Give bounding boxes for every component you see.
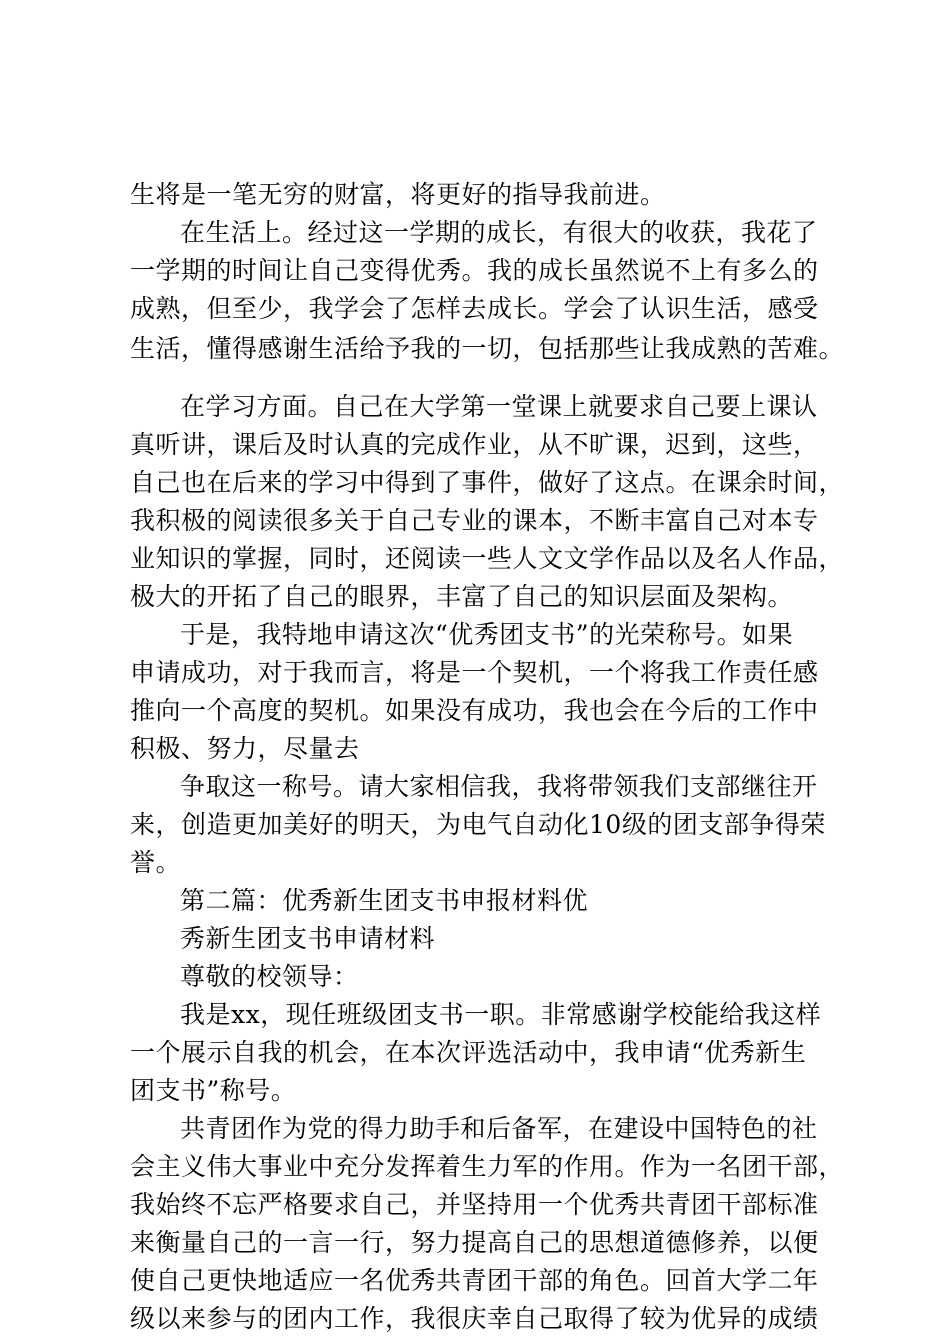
text-line: 自己也在后来的学习中得到了事件，做好了这点。在课余时间，	[130, 468, 845, 497]
text-line: 在学习方面。自己在大学第一堂课上就要求自己要上课认	[180, 392, 818, 421]
text-line: 业知识的掌握，同时，还阅读一些人文文学作品以及名人作品，	[130, 544, 845, 573]
text-line: 一学期的时间让自己变得优秀。我的成长虽然说不上有多么的	[130, 256, 819, 285]
text-line: 誉。	[130, 848, 182, 877]
text-line: 会主义伟大事业中充分发挥着生力军的作用。作为一名团干部，	[130, 1152, 845, 1181]
section-heading: 第二篇：优秀新生团支书申报材料优	[180, 886, 589, 915]
text-line: 来衡量自己的一言一行，努力提高自己的思想道德修养，以便	[130, 1228, 819, 1257]
text-line: 争取这一称号。请大家相信我，我将带领我们支部继往开	[180, 772, 818, 801]
text-line: 积极、努力，尽量去	[130, 734, 360, 763]
text-line: 于是，我特地申请这次“优秀团支书”的光荣称号。如果	[180, 620, 794, 649]
text-line: 极大的开拓了自己的眼界，丰富了自己的知识层面及架构。	[130, 582, 794, 611]
salutation: 尊敬的校领导：	[180, 962, 359, 991]
text-line: 使自己更快地适应一名优秀共青团干部的角色。回首大学二年	[130, 1266, 819, 1295]
text-line: 我是xx，现任班级团支书一职。非常感谢学校能给我这样	[180, 1000, 822, 1029]
text-line: 生活，懂得感谢生活给予我的一切，包括那些让我成熟的苦难。	[130, 334, 845, 363]
text-line: 成熟，但至少，我学会了怎样去成长。学会了认识生活，感受	[130, 294, 819, 323]
text-line: 真听讲，课后及时认真的完成作业，从不旷课，迟到，这些，	[130, 430, 819, 459]
text-line: 来，创造更加美好的明天，为电气自动化10级的团支部争得荣	[130, 810, 826, 839]
text-line: 申请成功，对于我而言，将是一个契机，一个将我工作责任感	[130, 658, 819, 687]
text-line: 在生活上。经过这一学期的成长，有很大的收获，我花了	[180, 218, 818, 247]
text-line: 我积极的阅读很多关于自己专业的课本，不断丰富自己对本专	[130, 506, 819, 535]
text-line: 级以来参与的团内工作，我很庆幸自己取得了较为优异的成绩	[130, 1304, 819, 1333]
text-line: 一个展示自我的机会，在本次评选活动中，我申请“优秀新生	[130, 1038, 807, 1067]
text-line: 共青团作为党的得力助手和后备军，在建设中国特色的社	[180, 1114, 818, 1143]
section-heading: 秀新生团支书申请材料	[180, 924, 436, 953]
text-line: 我始终不忘严格要求自己，并坚持用一个优秀共青团干部标准	[130, 1190, 819, 1219]
text-line: 生将是一笔无穷的财富，将更好的指导我前进。	[130, 180, 666, 209]
text-line: 推向一个高度的契机。如果没有成功，我也会在今后的工作中	[130, 696, 819, 725]
text-line: 团支书”称号。	[130, 1076, 297, 1105]
